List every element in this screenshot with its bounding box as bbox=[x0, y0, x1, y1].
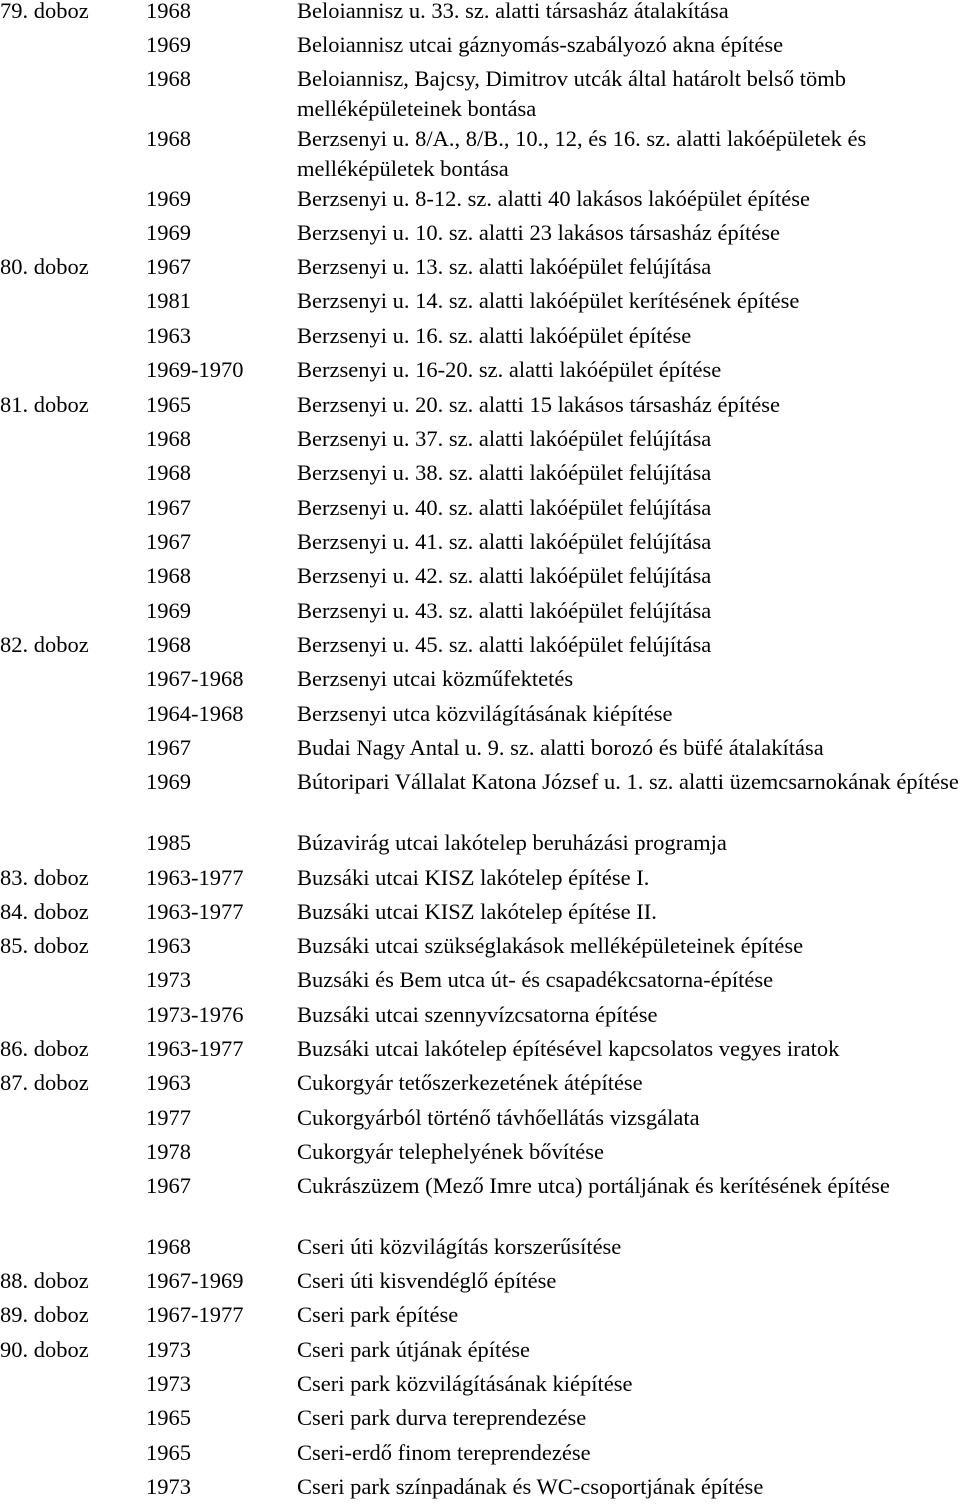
year: 1967-1968 bbox=[146, 666, 244, 691]
list-item bbox=[0, 1369, 960, 1403]
description: Buzsáki és Bem utca út- és csapadékcsatorna-építése bbox=[297, 967, 774, 992]
list-item bbox=[0, 733, 960, 767]
list-item bbox=[0, 1472, 960, 1505]
description: Berzsenyi u. 16-20. sz. alatti lakóépület építése bbox=[297, 357, 722, 382]
description: Cseri park színpadának és WC-csoportjának építése bbox=[297, 1474, 764, 1499]
description: Cseri úti közvilágítás korszerűsítése bbox=[297, 1234, 622, 1259]
year: 1969-1970 bbox=[146, 357, 244, 382]
list-item bbox=[0, 1137, 960, 1171]
description: Cukrászüzem (Mező Imre utca) portáljának és kerítésének építése bbox=[297, 1173, 890, 1198]
list-item bbox=[0, 965, 960, 999]
list-item bbox=[0, 458, 960, 492]
year: 1973 bbox=[146, 1474, 191, 1499]
year: 1968 bbox=[146, 632, 191, 657]
description: Berzsenyi u. 41. sz. alatti lakóépület felújítása bbox=[297, 529, 712, 554]
description: Berzsenyi utcai közműfektetés bbox=[297, 666, 574, 691]
year: 1978 bbox=[146, 1139, 191, 1164]
year: 1967 bbox=[146, 1173, 191, 1198]
box-number: 89. doboz bbox=[0, 1302, 89, 1327]
list-item bbox=[0, 596, 960, 630]
description: Berzsenyi u. 45. sz. alatti lakóépület felújítása bbox=[297, 632, 712, 657]
description: Buzsáki utcai szükséglakások melléképületeinek építése bbox=[297, 933, 804, 958]
list-item bbox=[0, 390, 960, 424]
description: Berzsenyi u. 14. sz. alatti lakóépület kerítésének építése bbox=[297, 288, 800, 313]
box-number: 85. doboz bbox=[0, 933, 89, 958]
list-item bbox=[0, 1335, 960, 1369]
description: Cseri park építése bbox=[297, 1302, 459, 1327]
description: Cukorgyár tetőszerkezetének átépítése bbox=[297, 1070, 643, 1095]
description: Berzsenyi u. 8-12. sz. alatti 40 lakásos lakóépület építése bbox=[297, 186, 810, 211]
description: Cseri park durva tereprendezése bbox=[297, 1405, 587, 1430]
description: Cukorgyárból történő távhőellátás vizsgálata bbox=[297, 1105, 700, 1130]
list-item bbox=[0, 1068, 960, 1102]
list-item bbox=[0, 124, 960, 184]
year: 1969 bbox=[146, 186, 191, 211]
list-item bbox=[0, 286, 960, 320]
list-item bbox=[0, 0, 960, 30]
list-item bbox=[0, 252, 960, 286]
year: 1969 bbox=[146, 769, 191, 794]
year: 1968 bbox=[146, 460, 191, 485]
list-item bbox=[0, 218, 960, 252]
description: Buzsáki utcai lakótelep építésével kapcsolatos vegyes iratok bbox=[297, 1036, 840, 1061]
year: 1965 bbox=[146, 392, 191, 417]
list-item bbox=[0, 1000, 960, 1034]
description: Berzsenyi u. 38. sz. alatti lakóépület felújítása bbox=[297, 460, 712, 485]
year: 1967-1977 bbox=[146, 1302, 244, 1327]
year: 1967 bbox=[146, 529, 191, 554]
year: 1965 bbox=[146, 1405, 191, 1430]
list-item bbox=[0, 863, 960, 897]
description: Cseri park útjának építése bbox=[297, 1337, 531, 1362]
year: 1973 bbox=[146, 1371, 191, 1396]
list-item bbox=[0, 493, 960, 527]
description: Berzsenyi u. 16. sz. alatti lakóépület építése bbox=[297, 323, 692, 348]
description: Berzsenyi u. 40. sz. alatti lakóépület felújítása bbox=[297, 495, 712, 520]
year: 1968 bbox=[146, 1234, 191, 1259]
list-item bbox=[0, 897, 960, 931]
year: 1963-1977 bbox=[146, 865, 244, 890]
year: 1963-1977 bbox=[146, 1036, 244, 1061]
year: 1963 bbox=[146, 933, 191, 958]
description: Berzsenyi u. 8/A., 8/B., 10., 12, és 16. sz. alatti lakóépületek és melléképületek bontása bbox=[297, 126, 867, 181]
year: 1968 bbox=[146, 0, 191, 23]
list-item bbox=[0, 64, 960, 124]
year: 1969 bbox=[146, 32, 191, 57]
description: Berzsenyi u. 10. sz. alatti 23 lakásos társasház építése bbox=[297, 220, 780, 245]
description: Berzsenyi u. 42. sz. alatti lakóépület felújítása bbox=[297, 563, 712, 588]
list-item bbox=[0, 828, 960, 862]
list-item bbox=[0, 355, 960, 389]
list-item bbox=[0, 1103, 960, 1137]
year: 1963 bbox=[146, 323, 191, 348]
year: 1963-1977 bbox=[146, 899, 244, 924]
description: Budai Nagy Antal u. 9. sz. alatti borozó és büfé átalakítása bbox=[297, 735, 824, 760]
box-number: 81. doboz bbox=[0, 392, 89, 417]
description: Bútoripari Vállalat Katona József u. 1. sz. alatti üzemcsarnokának építése bbox=[297, 769, 959, 794]
year: 1973 bbox=[146, 1337, 191, 1362]
list-item bbox=[0, 931, 960, 965]
list-item bbox=[0, 1171, 960, 1231]
year: 1968 bbox=[146, 126, 191, 151]
box-number: 90. doboz bbox=[0, 1337, 89, 1362]
box-number: 82. doboz bbox=[0, 632, 89, 657]
year: 1985 bbox=[146, 830, 191, 855]
description: Beloiannisz utcai gáznyomás-szabályozó akna építése bbox=[297, 32, 784, 57]
list-item bbox=[0, 1232, 960, 1266]
box-number: 88. doboz bbox=[0, 1268, 89, 1293]
list-item bbox=[0, 1034, 960, 1068]
year: 1967 bbox=[146, 495, 191, 520]
box-number: 86. doboz bbox=[0, 1036, 89, 1061]
list-item bbox=[0, 30, 960, 64]
description: Cukorgyár telephelyének bővítése bbox=[297, 1139, 604, 1164]
list-item bbox=[0, 1438, 960, 1472]
description: Búzavirág utcai lakótelep beruházási programja bbox=[297, 830, 727, 855]
description: Berzsenyi u. 43. sz. alatti lakóépület felújítása bbox=[297, 598, 712, 623]
year: 1973 bbox=[146, 967, 191, 992]
year: 1965 bbox=[146, 1440, 191, 1465]
description: Beloiannisz, Bajcsy, Dimitrov utcák által határolt belső tömb melléképületeinek bontása bbox=[297, 66, 847, 121]
description: Cseri úti kisvendéglő építése bbox=[297, 1268, 557, 1293]
description: Berzsenyi u. 37. sz. alatti lakóépület felújítása bbox=[297, 426, 712, 451]
box-number: 87. doboz bbox=[0, 1070, 89, 1095]
list-item bbox=[0, 1266, 960, 1300]
box-number: 84. doboz bbox=[0, 899, 89, 924]
year: 1973-1976 bbox=[146, 1002, 244, 1027]
year: 1968 bbox=[146, 563, 191, 588]
year: 1964-1968 bbox=[146, 701, 244, 726]
list-item bbox=[0, 424, 960, 458]
year: 1981 bbox=[146, 288, 191, 313]
year: 1969 bbox=[146, 220, 191, 245]
year: 1977 bbox=[146, 1105, 191, 1130]
list-item bbox=[0, 664, 960, 698]
description: Buzsáki utcai KISZ lakótelep építése II. bbox=[297, 899, 657, 924]
list-item bbox=[0, 767, 960, 827]
box-number: 80. doboz bbox=[0, 254, 89, 279]
year: 1969 bbox=[146, 598, 191, 623]
box-number: 79. doboz bbox=[0, 0, 89, 23]
list-item bbox=[0, 561, 960, 595]
description: Cseri-erdő finom tereprendezése bbox=[297, 1440, 591, 1465]
year: 1967 bbox=[146, 735, 191, 760]
list-item bbox=[0, 630, 960, 664]
year: 1968 bbox=[146, 426, 191, 451]
year: 1967-1969 bbox=[146, 1268, 244, 1293]
description: Beloiannisz u. 33. sz. alatti társasház átalakítása bbox=[297, 0, 729, 23]
description: Berzsenyi u. 13. sz. alatti lakóépület felújítása bbox=[297, 254, 712, 279]
list-item bbox=[0, 184, 960, 218]
box-number: 83. doboz bbox=[0, 865, 89, 890]
list-item bbox=[0, 1300, 960, 1334]
list-item bbox=[0, 699, 960, 733]
description: Buzsáki utcai szennyvízcsatorna építése bbox=[297, 1002, 658, 1027]
list-item bbox=[0, 321, 960, 355]
list-item bbox=[0, 1403, 960, 1437]
description: Berzsenyi u. 20. sz. alatti 15 lakásos társasház építése bbox=[297, 392, 780, 417]
list-item bbox=[0, 527, 960, 561]
year: 1963 bbox=[146, 1070, 191, 1095]
description: Cseri park közvilágításának kiépítése bbox=[297, 1371, 633, 1396]
year: 1967 bbox=[146, 254, 191, 279]
description: Berzsenyi utca közvilágításának kiépítése bbox=[297, 701, 673, 726]
year: 1968 bbox=[146, 66, 191, 91]
description: Buzsáki utcai KISZ lakótelep építése I. bbox=[297, 865, 650, 890]
